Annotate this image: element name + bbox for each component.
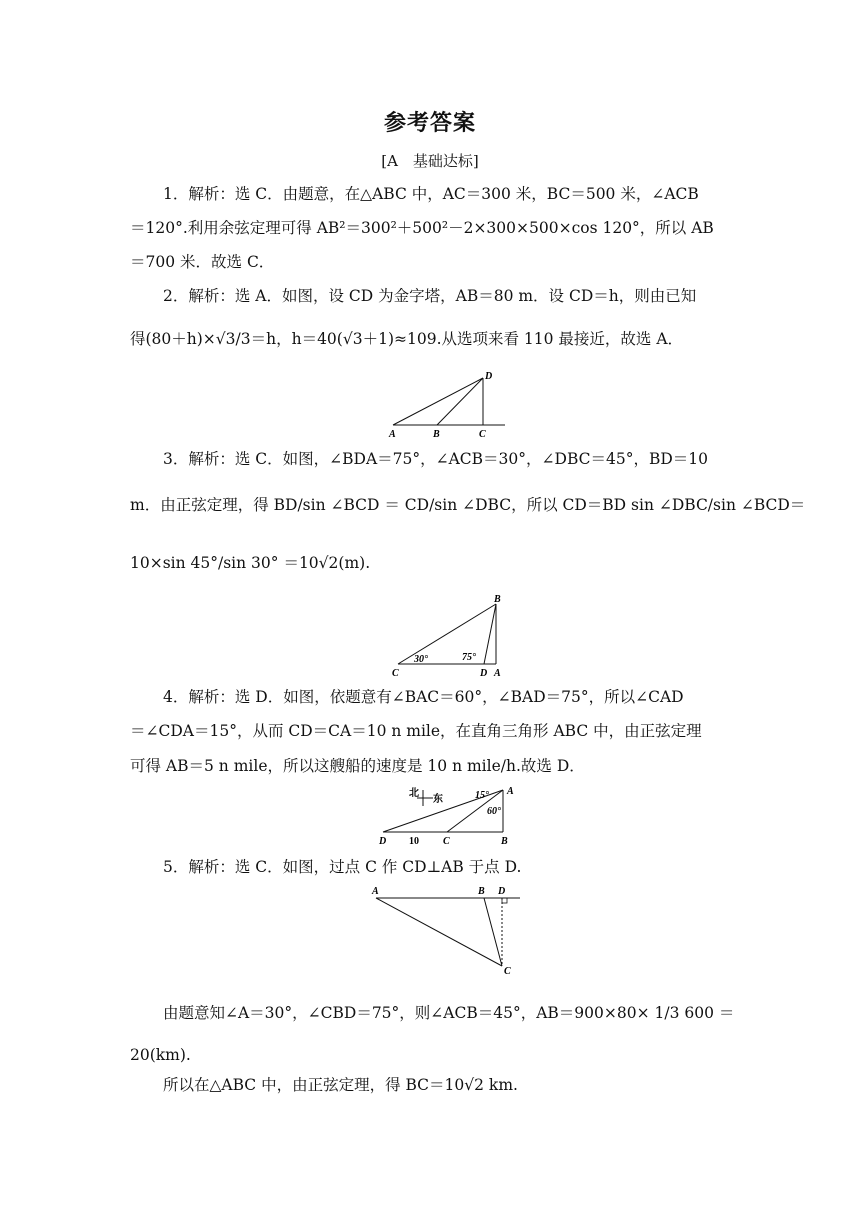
answer-4-line-3: 可得 AB＝5 n mile，所以这艘船的速度是 10 n mile/h.故选 D． [130, 757, 585, 775]
answer-3-line-1: 3．解析：选 C．如图，∠BDA＝75°，∠ACB＝30°，∠DBC＝45°，BD＝10 [163, 450, 708, 468]
fig3-label-d: D [379, 836, 387, 847]
figure-1-pyramid [385, 368, 510, 440]
figure-2-triangle [388, 592, 513, 680]
fig3-label-a: A [507, 786, 514, 797]
fig4-label-d: D [498, 886, 506, 897]
answer-1-line-1: 1．解析：选 C．由题意，在△ABC 中，AC＝300 米，BC＝500 米，∠ACB [163, 185, 699, 203]
fig2-label-b: B [494, 594, 501, 605]
answer-1-line-2: ＝120°.利用余弦定理可得 AB²＝300²＋500²－2×300×500×cos 120°，所以 AB [130, 219, 714, 237]
answer-5-line-1: 5．解析：选 C．如图，过点 C 作 CD⊥AB 于点 D. [163, 858, 522, 876]
fig4-label-b: B [478, 886, 485, 897]
fig1-label-d: D [485, 371, 493, 382]
fig3-angle-60: 60° [487, 806, 501, 817]
fig2-angle-c: 30° [414, 654, 428, 665]
fig3-distance: 10 [409, 836, 419, 847]
fig3-label-b: B [501, 836, 508, 847]
fig2-label-d: D [480, 668, 488, 679]
fig2-angle-d: 75° [462, 652, 476, 663]
answer-5-line-3: 20(km). [130, 1046, 191, 1064]
fig2-label-c: C [392, 668, 399, 679]
fig4-label-c: C [504, 966, 511, 977]
fig2-label-a: A [494, 668, 501, 679]
answer-3-line-2: m．由正弦定理，得 BD/sin ∠BCD ＝ CD/sin ∠DBC，所以 CD＝BD sin ∠DBC/sin ∠BCD＝ [130, 496, 806, 514]
answer-3-line-3: 10×sin 45°/sin 30° ＝10√2(m). [130, 554, 371, 572]
fig4-label-a: A [372, 886, 379, 897]
answer-5-line-2: 由题意知∠A＝30°，∠CBD＝75°，则∠ACB＝45°，AB＝900×80× 1/3 600 ＝ [163, 1004, 735, 1022]
fig3-compass-east: 东 [433, 794, 443, 805]
fig1-label-b: B [433, 429, 440, 440]
fig1-label-c: C [479, 429, 486, 440]
fig3-compass-north: 北 [409, 788, 419, 799]
answer-2-line-1: 2．解析：选 A．如图，设 CD 为金字塔，AB＝80 m．设 CD＝h，则由已知 [163, 287, 697, 305]
fig3-angle-15: 15° [475, 790, 489, 801]
fig1-label-a: A [389, 429, 396, 440]
answer-4-line-1: 4．解析：选 D．如图，依题意有∠BAC＝60°，∠BAD＝75°，所以∠CAD [163, 688, 684, 706]
answer-5-line-4: 所以在△ABC 中，由正弦定理，得 BC＝10√2 km. [163, 1076, 518, 1094]
answer-2-line-2: 得(80＋h)×√3/3＝h，h＝40(√3＋1)≈109.从选项来看 110 最接近，故选 A． [130, 330, 684, 348]
answer-4-line-2: ＝∠CDA＝15°，从而 CD＝CA＝10 n mile，在直角三角形 ABC 中，由正弦定理 [130, 722, 702, 740]
page-title: 参考答案 [383, 110, 476, 136]
section-heading: [A 基础达标] [381, 152, 479, 170]
fig3-label-c: C [443, 836, 450, 847]
answer-1-line-3: ＝700 米．故选 C． [130, 253, 275, 271]
figure-3-ship [375, 784, 520, 850]
figure-4-triangle [368, 882, 528, 978]
